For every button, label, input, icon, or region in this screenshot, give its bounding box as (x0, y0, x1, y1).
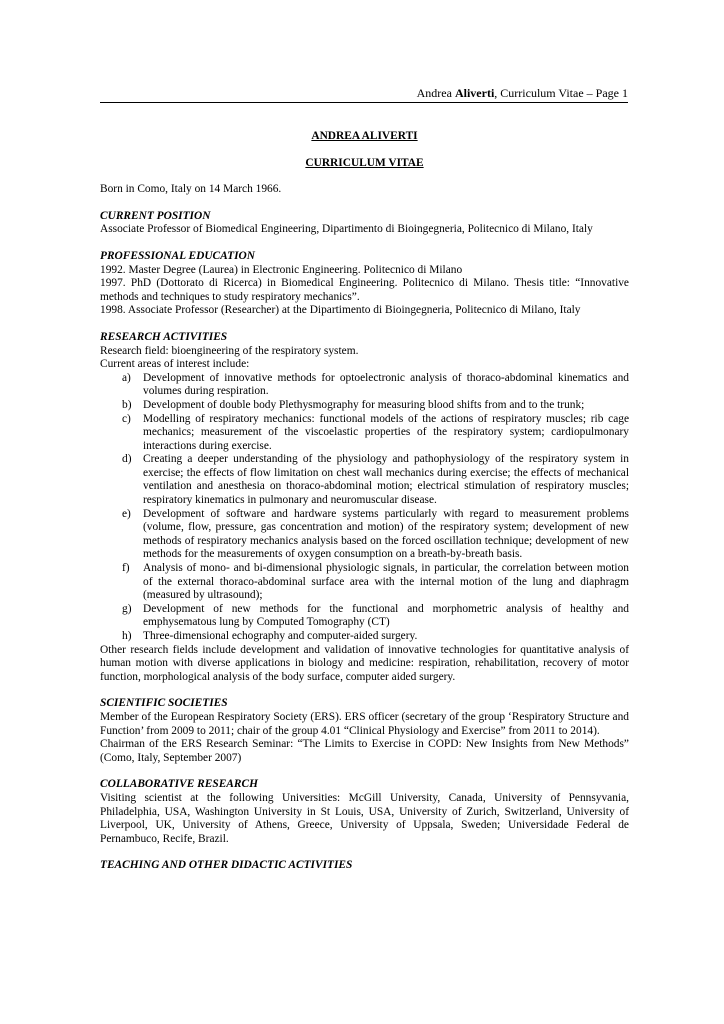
document-title: ANDREA ALIVERTI (311, 130, 418, 142)
research-activities-list (100, 372, 629, 644)
list-item (100, 372, 629, 399)
research-intro: Current areas of interest include: (100, 358, 250, 371)
header-prefix: Andrea (416, 86, 455, 100)
list-item (100, 603, 629, 630)
current-position-heading: CURRENT POSITION (100, 209, 211, 222)
list-marker: f) (122, 562, 130, 575)
list-marker: h) (122, 630, 132, 642)
list-item-text: Creating a deeper understanding of the physiology and pathophysiology of the respiratory system in exercise; the effects of flow limitation on chest wall mechanics during exercise; the effects of mechanical ventilation and anesthesia on thoraco-abdominal motion; electrical stimulation of respiratory muscles; respiratory kinematics in pulmonary and neuromuscular disease. (143, 453, 629, 507)
collaborative-research-heading: COLLABORATIVE RESEARCH (100, 778, 258, 791)
list-marker: g) (122, 602, 132, 615)
list-marker: b) (122, 398, 132, 411)
header-rule (100, 102, 628, 103)
teaching-heading: TEACHING AND OTHER DIDACTIC ACTIVITIES (100, 859, 353, 872)
education-line-2: 1997. PhD (Dottorato di Ricerca) in Biomedical Engineering. Politecnico di Milano. Thesis title: “Innovative methods and techniques to study respiratory mechanics”. (100, 277, 629, 303)
list-marker: e) (122, 507, 131, 520)
list-marker: d) (122, 453, 132, 466)
list-item-text: Development of innovative methods for optoelectronic analysis of thoraco-abdominal kinematics and volumes during respiration. (143, 371, 629, 398)
list-item (100, 630, 629, 644)
other-research-fields: Other research fields include development and validation of innovative technologies for quantitative analysis of human motion with diverse applications in biology and medicine: respiration, rehabilitation, recovery of motor function, morphological analysis of the body surface, computer aided surgery. (100, 643, 629, 683)
document-subtitle: CURRICULUM VITAE (305, 156, 424, 169)
education-line-3: 1998. Associate Professor (Researcher) at the Dipartimento di Bioingegneria, Politecnico di Milano, Italy (100, 304, 581, 317)
list-item (100, 413, 629, 454)
scientific-societies-heading: SCIENTIFIC SOCIETIES (100, 697, 228, 710)
education-line-1: 1992. Master Degree (Laurea) in Electronic Engineering. Politecnico di Milano (100, 263, 463, 276)
page-header (100, 86, 628, 100)
birth-info: Born in Como, Italy on 14 March 1966. (100, 183, 282, 196)
list-marker: a) (122, 371, 131, 384)
societies-chairman: Chairman of the ERS Research Seminar: “The Limits to Exercise in COPD: New Insights from New Methods” (Como, Italy, September 2007) (100, 738, 629, 764)
list-item-text: Development of software and hardware systems particularly with regard to measurement problems (volume, flow, pressure, gas concentration and motion) of the respiratory system; development of new methods of respiratory mechanics analysis based on the forced oscillation technique; development of new methods for the measurements of oxygen consumption on a breath-by-breath basis. (143, 507, 629, 561)
header-suffix: , Curriculum Vitae – Page 1 (494, 86, 628, 100)
list-item-text: Development of new methods for the functional and morphometric analysis of healthy and emphysematous lung by Computed Tomography (CT) (143, 602, 629, 629)
list-item (100, 508, 629, 562)
collaborative-research-text: Visiting scientist at the following Universities: McGill University, Canada, University of Pennsyvania, Philadelphia, USA, Washington University in St Louis, USA, University of Zurich, Switzerland, University of Liverpool, UK, University of Athens, Greece, University of Uppsala, Sweden; Universidade Federal de Pernambuco, Recife, Brazil. (100, 791, 629, 845)
list-item-text: Three-dimensional echography and computer-aided surgery. (143, 630, 418, 642)
list-item (100, 399, 629, 413)
list-item-text: Modelling of respiratory mechanics: functional models of the actions of respiratory muscles; rib cage mechanics; measurement of the viscoelastic properties of the respiratory system; cardiopulmonary interactions during exercise. (143, 412, 629, 452)
list-marker: c) (122, 412, 131, 425)
research-activities-heading: RESEARCH ACTIVITIES (100, 330, 228, 343)
societies-membership: Member of the European Respiratory Society (ERS). ERS officer (secretary of the group ‘Respiratory Structure and Function’ from 2009 to 2011; chair of the group 4.01 “Clinical Physiology and Exercise” from 2011 to 2014). (100, 710, 629, 737)
cv-content (100, 130, 629, 873)
list-item (100, 562, 629, 603)
research-field: Research field: bioengineering of the respiratory system. (100, 344, 359, 357)
header-surname: Aliverti (454, 86, 495, 100)
list-item (100, 453, 629, 507)
professional-education-heading: PROFESSIONAL EDUCATION (100, 249, 255, 262)
list-item-text: Development of double body Plethysmography for measuring blood shifts from and to the trunk; (143, 398, 585, 411)
list-item-text: Analysis of mono- and bi-dimensional physiologic signals, in particular, the correlation between motion of the external thoraco-abdominal surface area with the internal motion of the lung and diaphragm (measured by ultrasound); (143, 562, 629, 602)
current-position-text: Associate Professor of Biomedical Engineering, Dipartimento di Bioingegneria, Politecnico di Milano, Italy (100, 223, 593, 236)
